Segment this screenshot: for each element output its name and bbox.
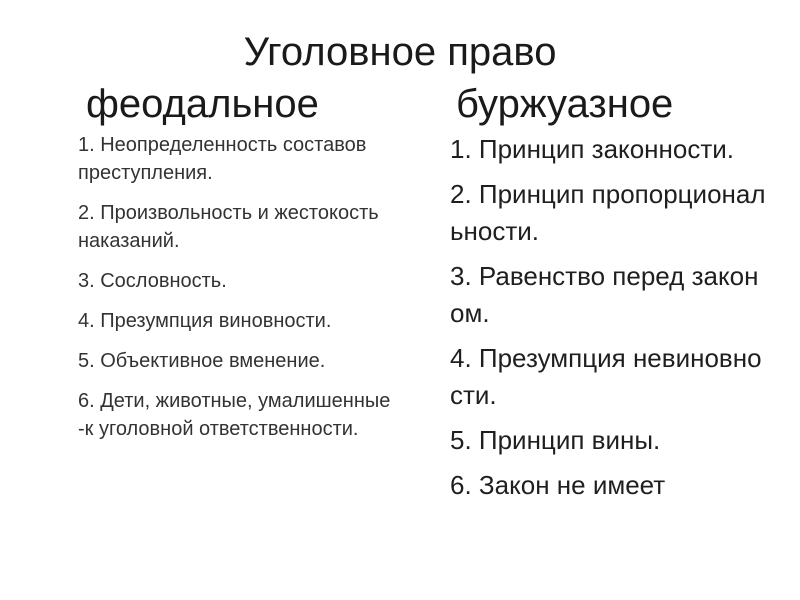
list-item: 5. Объективное вменение.	[78, 350, 326, 372]
list-item: 5. Принцип вины.	[450, 425, 661, 455]
list-item: 4. Презумпция виновности.	[78, 310, 332, 332]
slide-title: Уголовное право	[243, 30, 557, 74]
list-item: 6. Дети, животные, умалишенные -к уголовной ответственности.	[78, 390, 391, 440]
list-item: 6. Закон не имеет	[450, 470, 666, 500]
column-heading-bourgeois: буржуазное	[456, 82, 674, 126]
list-item: 3. Равенство перед законом.	[450, 261, 759, 328]
list-item: 4. Презумпция невиновности.	[450, 343, 762, 410]
list-item: 2. Произвольность и жестокость наказаний.	[78, 202, 379, 252]
list-item: 1. Принцип законности.	[450, 134, 734, 164]
list-item: 2. Принцип пропорциональности.	[450, 179, 766, 246]
bourgeois-principles-list	[450, 131, 770, 512]
list-item: 1. Неопределенность составов преступления.	[78, 134, 367, 184]
list-item: 3. Сословность.	[78, 270, 227, 292]
column-heading-feudal: феодальное	[86, 82, 319, 126]
feudal-principles-list	[78, 131, 398, 455]
